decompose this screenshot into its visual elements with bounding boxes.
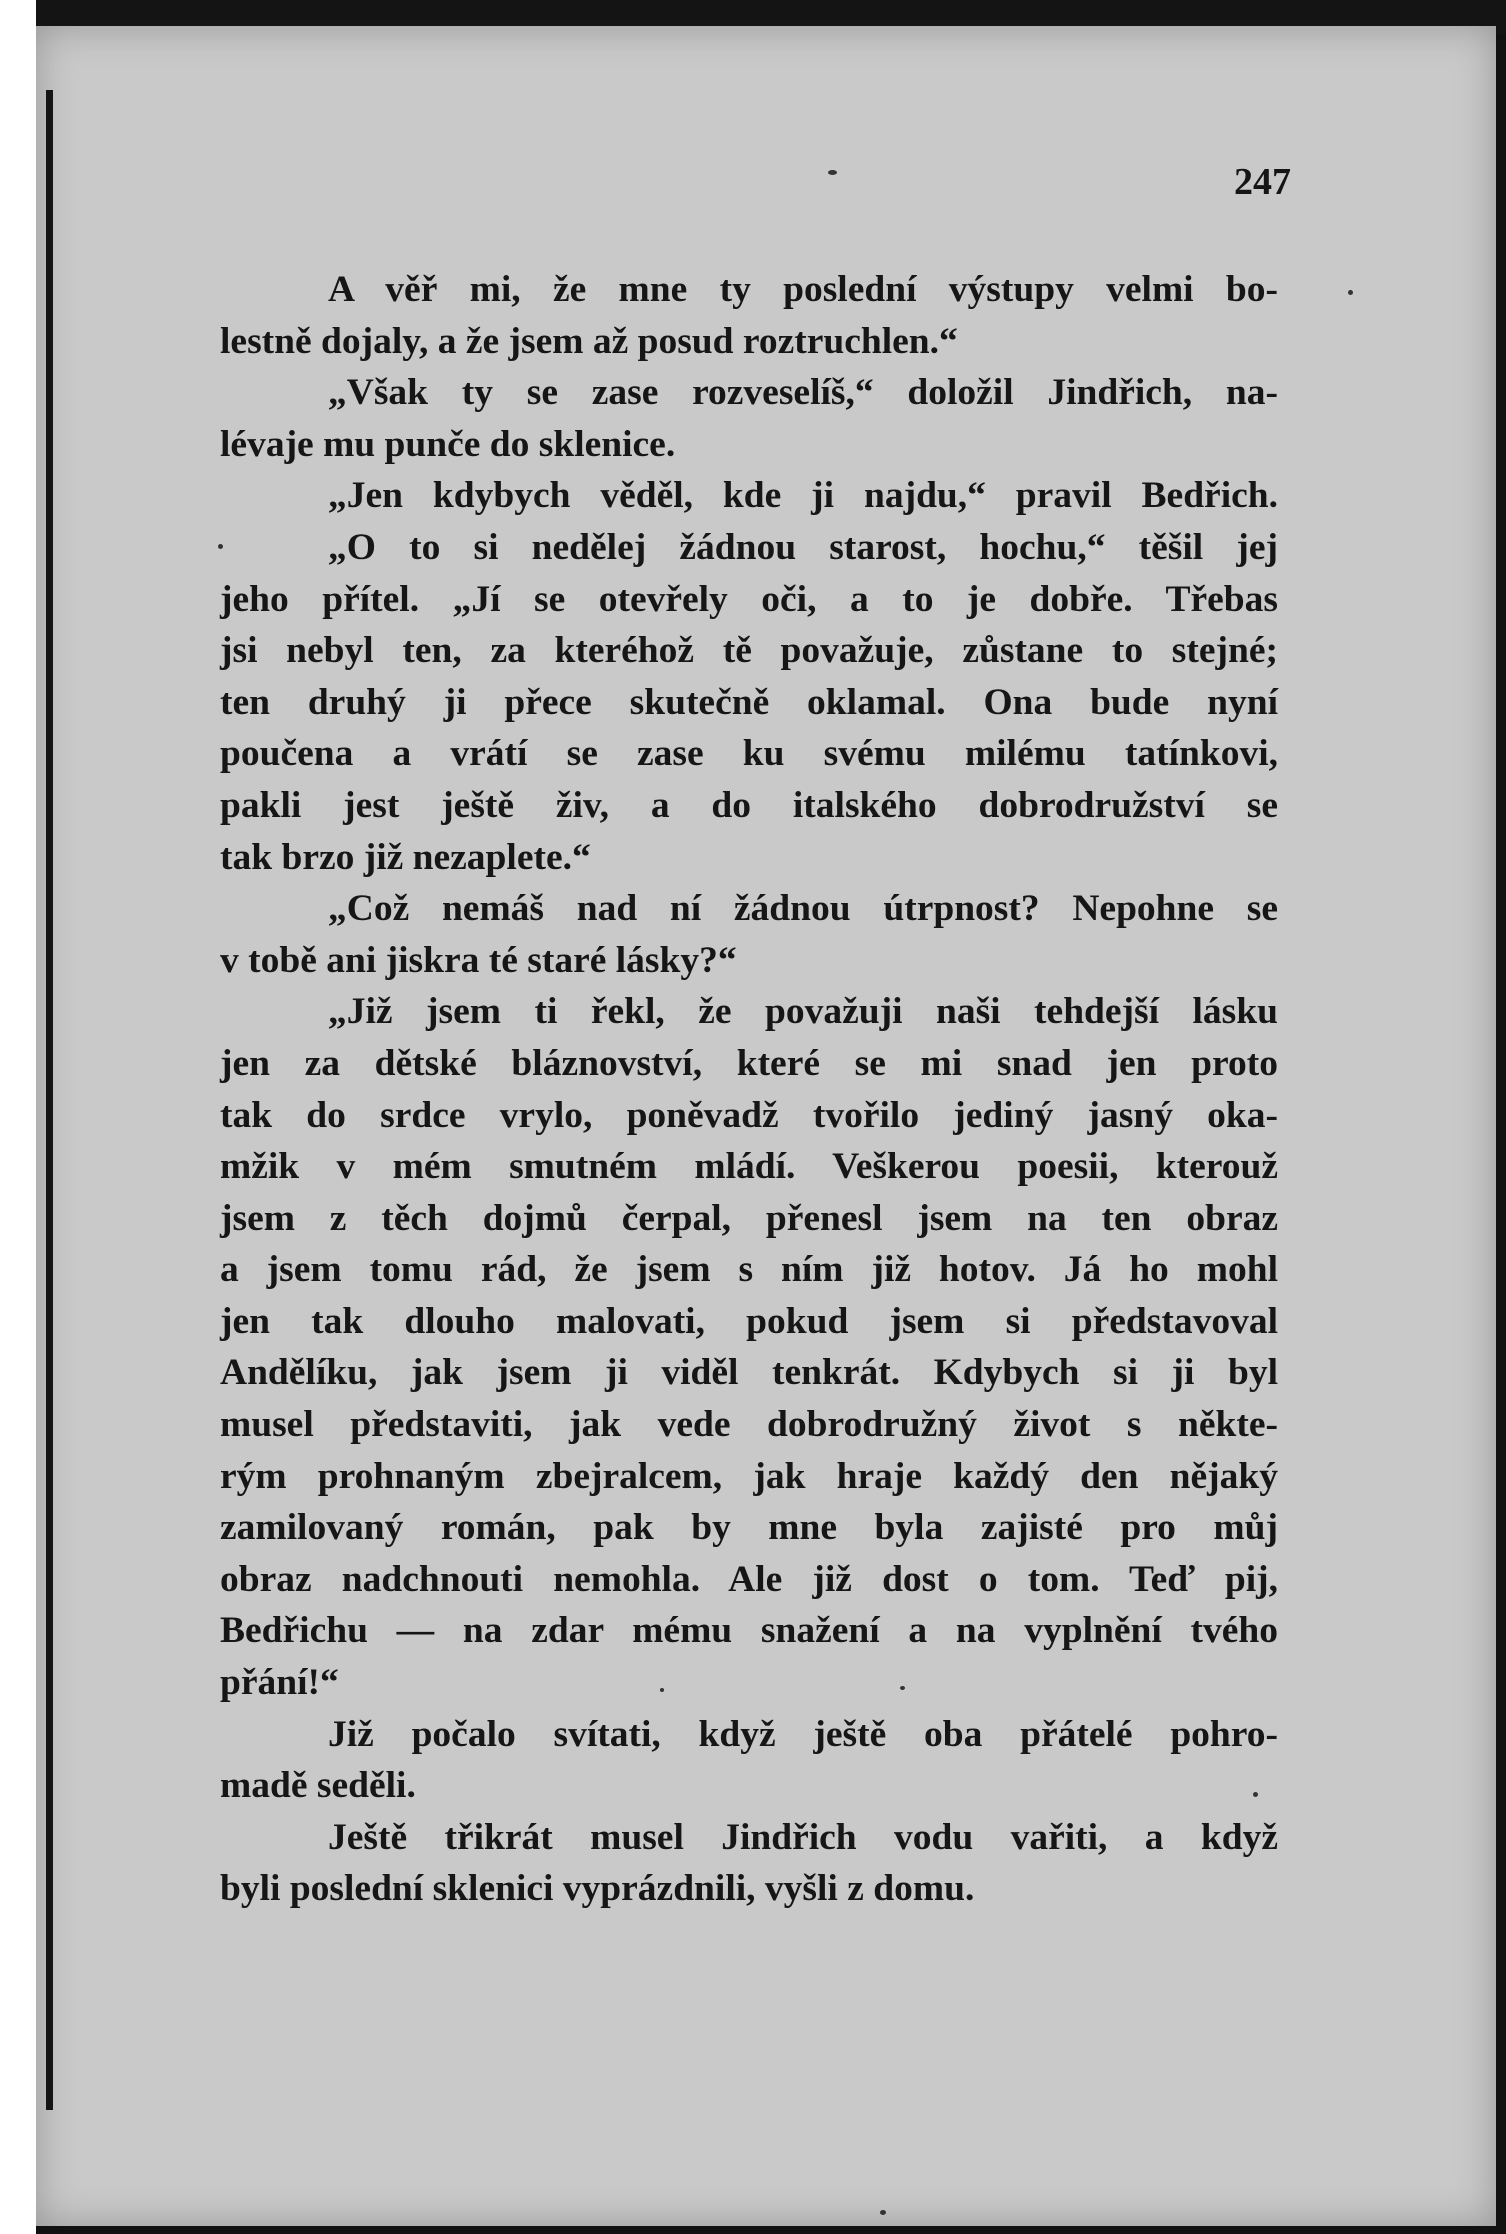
binding-edge (46, 90, 53, 2110)
text-line: madě seděli. (220, 1765, 416, 1807)
text-line: „Což nemáš nad ní žádnou útrpnost? Nepohne se (328, 888, 1278, 930)
scan-speck (900, 1686, 905, 1690)
text-line: A věř mi, že mne ty poslední výstupy velmi bo- (328, 269, 1278, 310)
scan-speck (828, 170, 837, 175)
text-line: „Již jsem ti řekl, že považuji naši tehdejší lásku (328, 991, 1278, 1033)
text-line: lestně dojaly, a že jsem až posud roztruchlen.“ (220, 320, 958, 362)
text-line: jeho přítel. „Jí se otevřely oči, a to je dobře. Třebas (220, 578, 1278, 620)
text-line: zamilovaný román, pak by mne byla zajisté pro můj (220, 1507, 1278, 1549)
body-text (220, 264, 1278, 1915)
text-line: „Však ty se zase rozveselíš,“ doložil Jindřich, na- (328, 372, 1278, 414)
text-line: Bedřichu — na zdar mému snažení a na vyplnění tvého (220, 1610, 1278, 1652)
text-line: tak do srdce vrylo, poněvadž tvořilo jediný jasný oka- (220, 1094, 1278, 1136)
text-line: tak brzo již nezaplete.“ (220, 836, 591, 878)
text-line: jen tak dlouho malovati, pokud jsem si představoval (220, 1300, 1278, 1342)
text-line: jsem z těch dojmů čerpal, přenesl jsem na ten obraz (220, 1197, 1278, 1239)
text-line: v tobě ani jiskra té staré lásky?“ (220, 939, 737, 981)
text-line: jen za dětské bláznovství, které se mi snad jen proto (220, 1042, 1278, 1084)
text-line: a jsem tomu rád, že jsem s ním již hotov. Já ho mohl (220, 1249, 1278, 1291)
scan-speck (1348, 290, 1353, 295)
text-line: jsi nebyl ten, za kteréhož tě považuje, zůstane to stejné; (220, 630, 1278, 672)
text-line: rým prohnaným zbejralcem, jak hraje každý den nějaký (220, 1455, 1278, 1497)
scan-speck (1253, 1792, 1258, 1797)
text-line: ten druhý ji přece skutečně oklamal. Ona bude nyní (220, 681, 1278, 723)
scan-speck (880, 2210, 886, 2215)
scan-speck (218, 544, 223, 549)
text-line: „O to si nedělej žádnou starost, hochu,“ těšil jej (328, 526, 1278, 568)
text-line: lévaje mu punče do sklenice. (220, 423, 676, 465)
page-number: 247 (1234, 161, 1291, 203)
scan-speck (660, 1688, 664, 1692)
text-line: poučena a vrátí se zase ku svému milému tatínkovi, (220, 733, 1278, 775)
text-line: Již počalo svítati, když ještě oba přátelé pohro- (328, 1713, 1278, 1755)
text-line: obraz nadchnouti nemohla. Ale již dost o tom. Teď pij, (220, 1558, 1278, 1600)
text-line: přání!“ (220, 1662, 339, 1704)
text-line: Andělíku, jak jsem ji viděl tenkrát. Kdybych si ji byl (220, 1352, 1278, 1394)
page-margin-left (0, 0, 36, 2234)
text-line: musel představiti, jak vede dobrodružný život s někte- (220, 1404, 1278, 1446)
text-line: byli poslední sklenici vyprázdnili, vyšli z domu. (220, 1868, 975, 1910)
text-line: mžik v mém smutném mládí. Veškerou poesii, kterouž (220, 1146, 1278, 1188)
text-line: Ještě třikrát musel Jindřich vodu vařiti, a když (328, 1816, 1278, 1858)
text-line: pakli jest ještě živ, a do italského dobrodružství se (220, 784, 1278, 826)
text-line: „Jen kdybych věděl, kde ji najdu,“ pravil Bedřich. (328, 475, 1278, 517)
